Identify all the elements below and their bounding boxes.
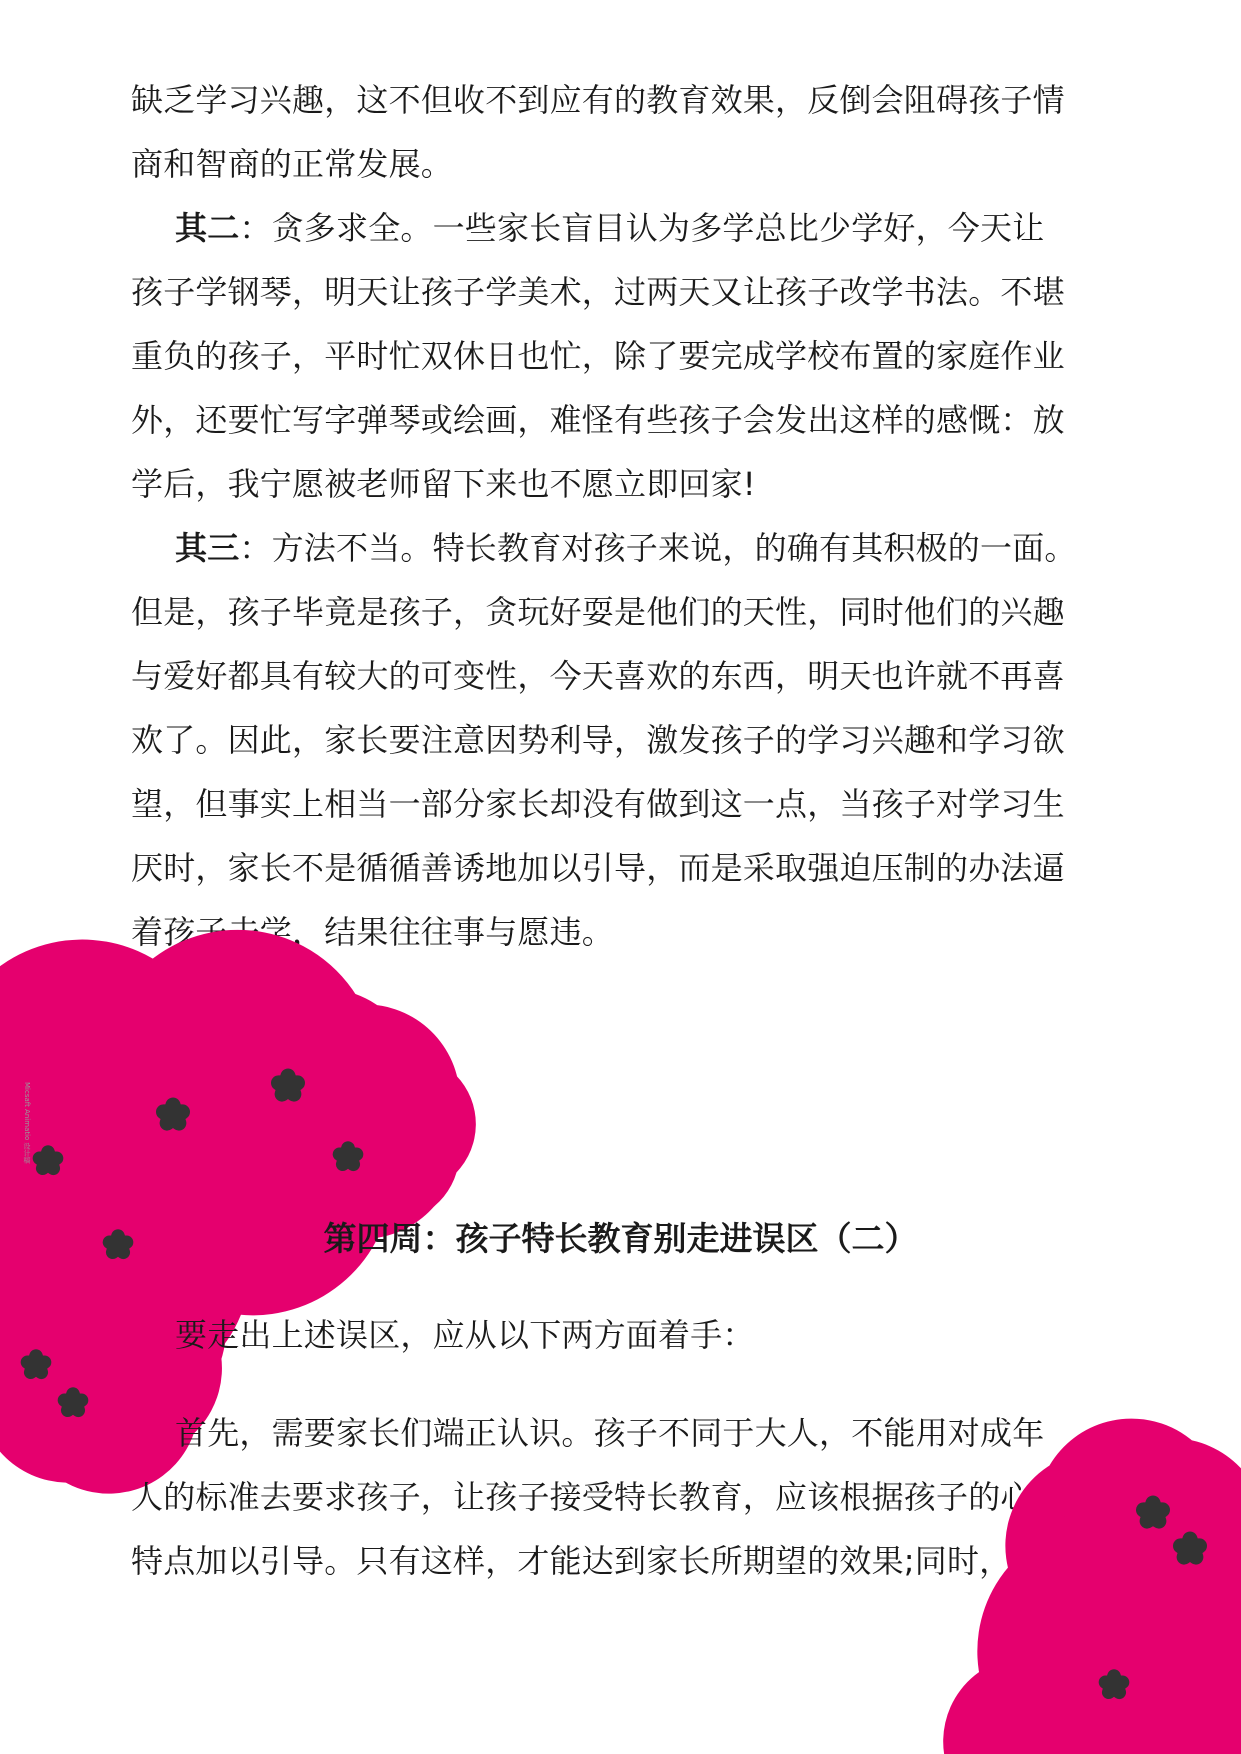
point-2-label: 其二: [175, 209, 240, 247]
point-3-label: 其三: [175, 529, 240, 567]
watermark-text: Micsaft Animatio 设计稿: [23, 1082, 31, 1164]
text-line: 孩子学钢琴，明天让孩子学美术，过两天又让孩子改学书法。不堪: [131, 273, 1065, 311]
text-line: 与爱好都具有较大的可变性，今天喜欢的东西，明天也许就不再喜: [131, 657, 1065, 695]
section-2-intro: [131, 1303, 1091, 1367]
text-line: ：方法不当。特长教育对孩子来说，的确有其积极的一面。: [239, 529, 1077, 567]
section-2-paragraph: [131, 1401, 1091, 1593]
text-line: 外，还要忙写字弹琴或绘画，难怪有些孩子会发出这样的感慨：放: [131, 401, 1065, 439]
section-heading: 第四周：孩子特长教育别走进误区（二）: [323, 1219, 918, 1258]
text-line: 重负的孩子，平时忙双休日也忙，除了要完成学校布置的家庭作业: [131, 337, 1065, 375]
text-line: 欢了。因此，家长要注意因势利导，激发孩子的学习兴趣和学习欲: [131, 721, 1065, 759]
text-line: 着孩子去学，结果往往事与愿违。: [131, 913, 615, 951]
text-line: 学后，我宁愿被老师留下来也不愿立即回家!: [131, 465, 756, 503]
text-line: 特点加以引导。只有这样，才能达到家长所期望的效果;同时，家: [131, 1542, 1044, 1580]
text-line: 首先，需要家长们端正认识。孩子不同于大人，不能用对成年: [175, 1414, 1045, 1452]
section-1-text: [131, 68, 1091, 964]
text-line: 人的标准去要求孩子，让孩子接受特长教育，应该根据孩子的心理: [131, 1478, 1065, 1516]
text-line: 但是，孩子毕竟是孩子，贪玩好耍是他们的天性，同时他们的兴趣: [131, 593, 1065, 631]
text-line: 厌时，家长不是循循善诱地加以引导，而是采取强迫压制的办法逼: [131, 849, 1065, 887]
point-2-paragraph: [131, 196, 1091, 260]
text-line: ：贪多求全。一些家长盲目认为多学总比少学好，今天让: [239, 209, 1045, 247]
star-cluster-icon: [990, 1505, 1241, 1754]
text-line: 望，但事实上相当一部分家长却没有做到这一点，当孩子对学习生: [131, 785, 1065, 823]
text-line: 缺乏学习兴趣，这不但收不到应有的教育效果，反倒会阻碍孩子情: [131, 81, 1065, 119]
point-3-paragraph: [131, 516, 1091, 580]
intro-line: 要走出上述误区，应从以下两方面着手：: [175, 1316, 755, 1354]
text-line: 商和智商的正常发展。: [131, 145, 454, 183]
